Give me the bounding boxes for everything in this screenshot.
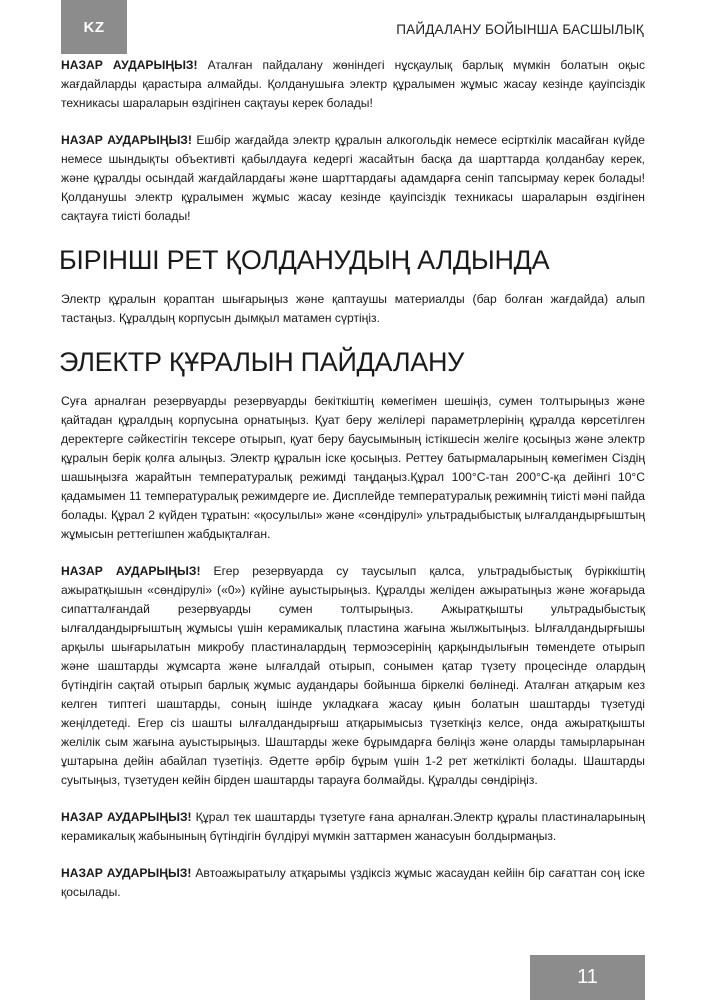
warning-paragraph-3 (61, 562, 645, 790)
warning-text: Егер резервуарда су таусылып қалса, ультрадыбыстық бүріккіштің ажыратқышын «сөндірулі» («0») күйіне ауыстырыңыз. Құралды желіден ажыратыңыз және жоғарыда сипатталғандай резервуарды сумен толтырыңыз. Ажыратқышты ультрадыбыстық ылғалдандырғыштың жұмысы үшін керамикалық пластина жағына жылжытыңыз. Ылғалдандырғышы арқылы шығарылатын микробу пластиналардың термоэсерінің қарқындылығын төмендете отырып және шаштарды жұмсарта және ылғалдай отырып, сонымен қатар түзету процесінде олардың бүтіндігін сақтай отырып барлық жұмыс аудандары бойынша біркелкі бөлінеді. Аталған атқарым кез келген типтегі шаштарды, соның ішінде укладкаға жасау қиын болатын шаштарды түзетуді жеңілдетеді. Егер сіз шашты ылғалдандырғыш атқарымысыз түзеткіңіз келсе, онда ажыратқышты желілік сым жағына ауыстырыңыз. Шаштарды жеке бұрымдарға бөліңіз және оларды тамырларынан ұштарына дейін абайлап түзетіңіз. Әдетте әрбір бұрым үшін 1-2 рет жеткілікті болады. Шаштарды суытыңыз, түзетуден кейін бірден шаштарды тарауға болмайды. Құралды сөндіріңіз. (61, 564, 645, 787)
operation-paragraph: Суға арналған резервуарды резервуарды бекіткіштің көмегімен шешіңіз, сумен толтырыңыз және қайтадан құралдың корпусына орнатыңыз. Қуат беру желілері параметрлерінің құралда көрсетілген деректерге сәйкестігін тексере отырып, қуат беру баусымының істікшесін желіге қосыңыз және электр құралын берік қолға алыңыз. Электр құралын іске қосыңыз. Реттеу батырмаларының көмегімен Сіздің шашыңызға жарайтын температуралық режимді таңдаңыз.Құрал 100°С-тан 200°С-қа дейінгі 10°С қадамымен 11 температуралық режимдерге ие. Дисплейде температуралық режимнің тиісті мәні пайда болады. Құрал 2 күйден тұратын: «қосулылы» және «сөндірулі» ультрадыбыстық ылғалдандырғыштың жұмысын реттегішпен жабдықталған. (61, 394, 645, 541)
warning-label: НАЗАР АУДАРЫҢЫЗ! (61, 810, 192, 824)
warning-text: Ешбір жағдайда электр құралын алкогольдік немесе есірткілік масайған күйде немесе шындықты объективті қабылдауға кедергі жасайтын басқа да шарттарда қолданбау керек, және құралды осындай жағдайлардағы және шарттардағы адамдарға сеніп тапсырмау керек болады! Қолданушы электр құралымен жұмыс жасау кезінде қауіпсіздік техникасы шараларын өздігінен сақтауға тиісті болады! (61, 133, 645, 223)
warning-label: НАЗАР АУДАРЫҢЫЗ! (61, 564, 201, 578)
page-content (61, 56, 645, 920)
warning-paragraph-1 (61, 56, 645, 113)
warning-text: Автоажыратылу атқарымы үздіксіз жұмыс жасаудан кейіін бір сағаттан соң іске қосылады. (61, 866, 645, 899)
warning-paragraph-2 (61, 131, 645, 226)
warning-paragraph-5 (61, 864, 645, 902)
section-heading-operation: ЭЛЕКТР ҚҰРАЛЫН ПАЙДАЛАНУ (59, 347, 465, 377)
warning-label: НАЗАР АУДАРЫҢЫЗ! (61, 133, 192, 147)
page-number: 11 (530, 955, 645, 1000)
language-tab: KZ (61, 0, 127, 54)
warning-paragraph-4 (61, 808, 645, 846)
warning-text: Құрал тек шаштарды түзетуге ғана арналған.Электр құралы пластиналарының керамикалық жабынының бүтіндігін бүлдіруі мүмкін заттармен жанасуын болдырмаңыз. (61, 810, 645, 843)
warning-text: Аталған пайдалану жөніндегі нұсқаулық барлық мүмкін болатын оқыс жағдайларды қарастыра алмайды. Қолданушыға электр құралымен жұмыс жасау кезінде қауіпсіздік техникасы шараларын өздігінен сақтауы керек болады! (61, 58, 645, 110)
warning-label: НАЗАР АУДАРЫҢЫЗ! (61, 58, 198, 72)
warning-label: НАЗАР АУДАРЫҢЫЗ! (61, 866, 192, 880)
section-heading-before-first-use: БІРІНШІ РЕТ ҚОЛДАНУДЫҢ АЛДЫНДА (59, 245, 550, 275)
running-header-title: ПАЙДАЛАНУ БОЙЫНША БАСШЫЛЫҚ (396, 22, 644, 37)
unpacking-paragraph: Электр құралын қораптан шығарыңыз және қаптаушы материалды (бар болған жағдайда) алып тастаңыз. Құралдың корпусын дымқыл матамен сүртіңіз. (61, 292, 645, 325)
